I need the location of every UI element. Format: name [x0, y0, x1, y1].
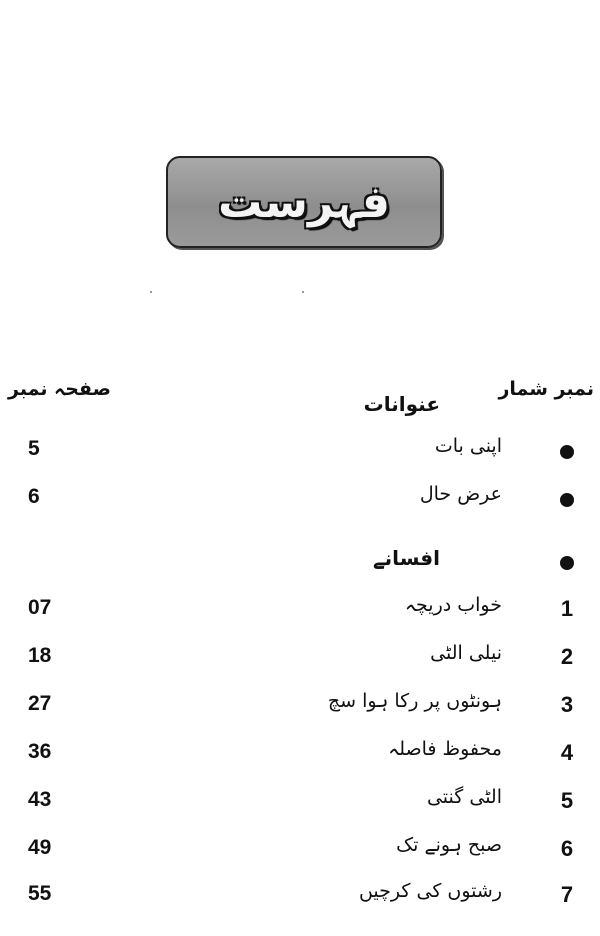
- contents-row: [0, 876, 600, 916]
- story-number: 4: [560, 740, 574, 765]
- entry-title: نیلی الٹی: [430, 642, 502, 664]
- page-number: 43: [28, 788, 52, 811]
- contents-title-box: [166, 156, 442, 248]
- story-number: 7: [560, 882, 574, 907]
- entry-title: صبح ہونے تک: [396, 834, 502, 856]
- story-number: 5: [560, 788, 574, 813]
- contents-row: [0, 431, 600, 471]
- contents-row: [0, 782, 600, 822]
- entry-title: الٹی گنتی: [426, 786, 502, 808]
- bullet-icon: [560, 445, 574, 459]
- entry-title: محفوظ فاصلہ: [388, 738, 502, 760]
- contents-row: [0, 479, 600, 519]
- entry-title: ہونٹوں پر رکا ہوا سچ: [327, 690, 502, 712]
- page-number: 36: [28, 740, 52, 763]
- contents-row: [0, 638, 600, 678]
- contents-row: [0, 734, 600, 774]
- page-number: 55: [28, 882, 52, 905]
- page-number: 27: [28, 692, 52, 715]
- page-number: 07: [28, 596, 52, 619]
- header-page-number: صفحہ نمبر: [8, 378, 111, 400]
- entry-title: اپنی بات: [434, 435, 502, 457]
- entry-title: عرض حال: [419, 483, 502, 505]
- contents-row: [0, 590, 600, 630]
- speck: [302, 291, 304, 293]
- page-number: 6: [28, 485, 40, 508]
- page-number: 5: [28, 437, 40, 460]
- bullet-icon: [560, 493, 574, 507]
- speck: [150, 291, 152, 293]
- contents-row: [0, 686, 600, 726]
- entry-title: رشتوں کی کرچیں: [358, 880, 502, 902]
- story-number: 6: [560, 836, 574, 861]
- section-title: افسانے: [372, 546, 440, 570]
- page-number: 18: [28, 644, 52, 667]
- header-titles: عنوانات: [363, 392, 440, 416]
- page-number: 49: [28, 836, 52, 859]
- story-number: 1: [560, 596, 574, 621]
- entry-title: خواب دریچہ: [404, 594, 502, 616]
- bullet-icon: [560, 556, 574, 570]
- story-number: 2: [560, 644, 574, 669]
- header-serial-number: نمبر شمار: [498, 378, 594, 400]
- contents-title: فہرست: [218, 176, 390, 228]
- section-row: [0, 542, 600, 582]
- contents-row: [0, 830, 600, 870]
- story-number: 3: [560, 692, 574, 717]
